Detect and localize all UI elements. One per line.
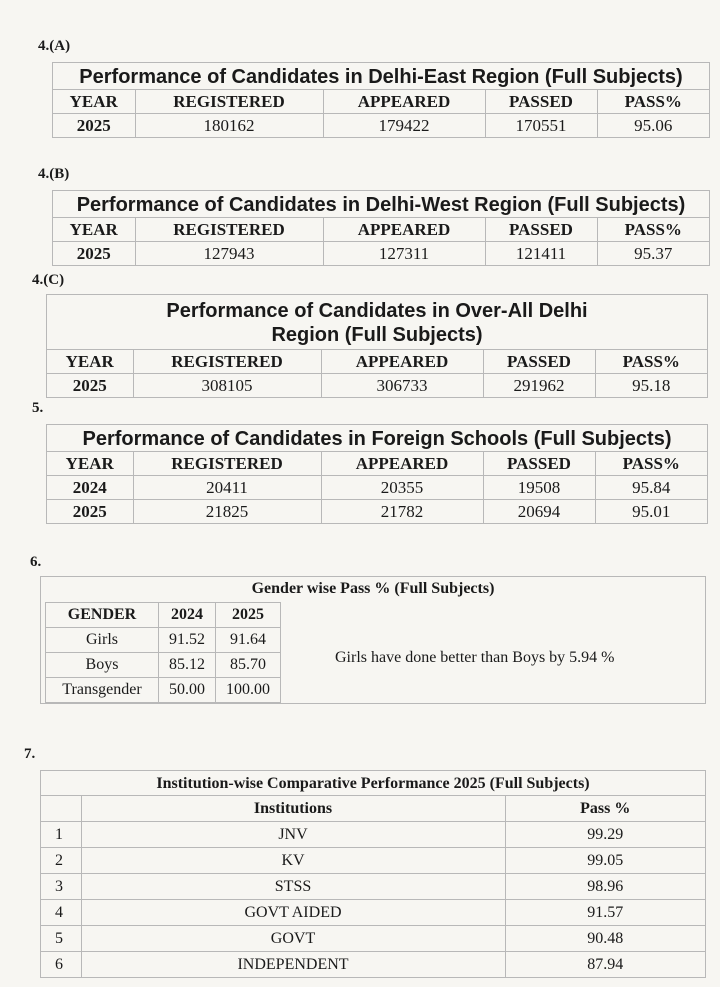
- section-label-5: 5.: [32, 400, 44, 416]
- table-row: [46, 628, 281, 653]
- table-row: [41, 848, 705, 874]
- institutions-title: Institution-wise Comparative Performance 2025 (Full Subjects): [156, 775, 590, 792]
- gender-table-box: [40, 576, 706, 704]
- table-row: [41, 874, 705, 900]
- gender-title: Gender wise Pass % (Full Subjects): [251, 580, 495, 597]
- section-label-4c: 4.(C): [32, 272, 65, 288]
- cell-pass-pct: 95.06: [597, 114, 709, 138]
- col-header-passed: PASSED: [485, 218, 597, 242]
- col-header-year: YEAR: [47, 350, 133, 374]
- cell-2025: 100.00: [216, 678, 281, 703]
- col-header-registered: REGISTERED: [133, 350, 321, 374]
- overall-delhi-table: [46, 294, 708, 398]
- col-header-pass-pct: PASS%: [595, 350, 707, 374]
- cell-serial: 2: [41, 848, 81, 874]
- cell-serial: 3: [41, 874, 81, 900]
- col-header-2025: 2025: [216, 603, 281, 628]
- cell-institution: JNV: [81, 822, 505, 848]
- cell-pass-pct: 95.01: [595, 500, 707, 524]
- header-row: [41, 796, 705, 822]
- col-header-passed: PASSED: [483, 350, 595, 374]
- col-header-appeared: APPEARED: [323, 218, 485, 242]
- delhi-east-table: [52, 62, 710, 138]
- header-row: [53, 90, 709, 114]
- table-row: [41, 900, 705, 926]
- col-header-passed: PASSED: [485, 90, 597, 114]
- cell-registered: 308105: [133, 374, 321, 398]
- table-row: [47, 500, 707, 524]
- cell-pass-pct: 87.94: [505, 952, 705, 978]
- cell-gender: Girls: [46, 628, 159, 653]
- cell-serial: 1: [41, 822, 81, 848]
- col-header-gender: GENDER: [46, 603, 159, 628]
- institutions-grid: [41, 795, 705, 977]
- cell-pass-pct: 95.84: [595, 476, 707, 500]
- cell-pass-pct: 95.18: [595, 374, 707, 398]
- col-header-pass-pct: PASS%: [595, 452, 707, 476]
- cell-gender: Boys: [46, 653, 159, 678]
- section-label-6: 6.: [30, 554, 42, 570]
- col-header-pass-pct: Pass %: [505, 796, 705, 822]
- table-row: [53, 114, 709, 138]
- header-row: [46, 603, 281, 628]
- cell-pass-pct: 99.29: [505, 822, 705, 848]
- cell-2024: 85.12: [159, 653, 216, 678]
- cell-passed: 170551: [485, 114, 597, 138]
- institutions-table: [40, 770, 706, 978]
- cell-gender: Transgender: [46, 678, 159, 703]
- overall-delhi-title: Performance of Candidates in Over-All Delhi Region (Full Subjects): [166, 300, 588, 346]
- cell-appeared: 127311: [323, 242, 485, 266]
- col-header-pass-pct: PASS%: [597, 218, 709, 242]
- delhi-west-title: Performance of Candidates in Delhi-West Region (Full Subjects): [76, 194, 686, 216]
- col-header-pass-pct: PASS%: [597, 90, 709, 114]
- cell-year: 2024: [47, 476, 133, 500]
- cell-pass-pct: 98.96: [505, 874, 705, 900]
- cell-serial: 4: [41, 900, 81, 926]
- col-header-appeared: APPEARED: [323, 90, 485, 114]
- cell-pass-pct: 90.48: [505, 926, 705, 952]
- delhi-west-grid: [53, 217, 709, 265]
- cell-institution: GOVT AIDED: [81, 900, 505, 926]
- col-header-registered: REGISTERED: [135, 90, 323, 114]
- cell-institution: STSS: [81, 874, 505, 900]
- col-header-registered: REGISTERED: [135, 218, 323, 242]
- cell-institution: KV: [81, 848, 505, 874]
- cell-serial: 6: [41, 952, 81, 978]
- table-row: [41, 822, 705, 848]
- col-header-year: YEAR: [53, 218, 135, 242]
- cell-2025: 91.64: [216, 628, 281, 653]
- section-label-4a: 4.(A): [38, 38, 71, 54]
- col-header-2024: 2024: [159, 603, 216, 628]
- col-header-passed: PASSED: [483, 452, 595, 476]
- table-row: [47, 476, 707, 500]
- col-header-registered: REGISTERED: [133, 452, 321, 476]
- cell-serial: 5: [41, 926, 81, 952]
- section-label-4b: 4.(B): [38, 166, 70, 182]
- cell-pass-pct: 99.05: [505, 848, 705, 874]
- gender-note: Girls have done better than Boys by 5.94 %: [335, 649, 615, 666]
- cell-passed: 291962: [483, 374, 595, 398]
- cell-pass-pct: 95.37: [597, 242, 709, 266]
- cell-passed: 19508: [483, 476, 595, 500]
- col-header-year: YEAR: [47, 452, 133, 476]
- table-row: [47, 374, 707, 398]
- cell-year: 2025: [53, 114, 135, 138]
- section-label-7: 7.: [24, 746, 36, 762]
- overall-delhi-grid: [47, 349, 707, 397]
- foreign-schools-grid: [47, 451, 707, 523]
- cell-registered: 127943: [135, 242, 323, 266]
- col-header-institutions: Institutions: [81, 796, 505, 822]
- cell-registered: 180162: [135, 114, 323, 138]
- delhi-east-grid: [53, 89, 709, 137]
- cell-passed: 20694: [483, 500, 595, 524]
- table-row: [53, 242, 709, 266]
- cell-year: 2025: [47, 500, 133, 524]
- cell-institution: GOVT: [81, 926, 505, 952]
- cell-appeared: 20355: [321, 476, 483, 500]
- table-row: [46, 678, 281, 703]
- col-header-appeared: APPEARED: [321, 350, 483, 374]
- cell-appeared: 179422: [323, 114, 485, 138]
- cell-appeared: 306733: [321, 374, 483, 398]
- cell-2025: 85.70: [216, 653, 281, 678]
- foreign-schools-table: [46, 424, 708, 524]
- col-header-appeared: APPEARED: [321, 452, 483, 476]
- col-header-serial: [41, 796, 81, 822]
- foreign-schools-title: Performance of Candidates in Foreign Schools (Full Subjects): [82, 428, 672, 450]
- cell-year: 2025: [53, 242, 135, 266]
- cell-appeared: 21782: [321, 500, 483, 524]
- header-row: [47, 452, 707, 476]
- gender-grid: [45, 602, 281, 703]
- col-header-year: YEAR: [53, 90, 135, 114]
- table-row: [41, 926, 705, 952]
- delhi-west-table: [52, 190, 710, 266]
- cell-registered: 20411: [133, 476, 321, 500]
- cell-passed: 121411: [485, 242, 597, 266]
- cell-2024: 91.52: [159, 628, 216, 653]
- cell-registered: 21825: [133, 500, 321, 524]
- header-row: [53, 218, 709, 242]
- header-row: [47, 350, 707, 374]
- table-row: [41, 952, 705, 978]
- cell-pass-pct: 91.57: [505, 900, 705, 926]
- cell-institution: INDEPENDENT: [81, 952, 505, 978]
- cell-year: 2025: [47, 374, 133, 398]
- cell-2024: 50.00: [159, 678, 216, 703]
- table-row: [46, 653, 281, 678]
- delhi-east-title: Performance of Candidates in Delhi-East Region (Full Subjects): [79, 66, 683, 88]
